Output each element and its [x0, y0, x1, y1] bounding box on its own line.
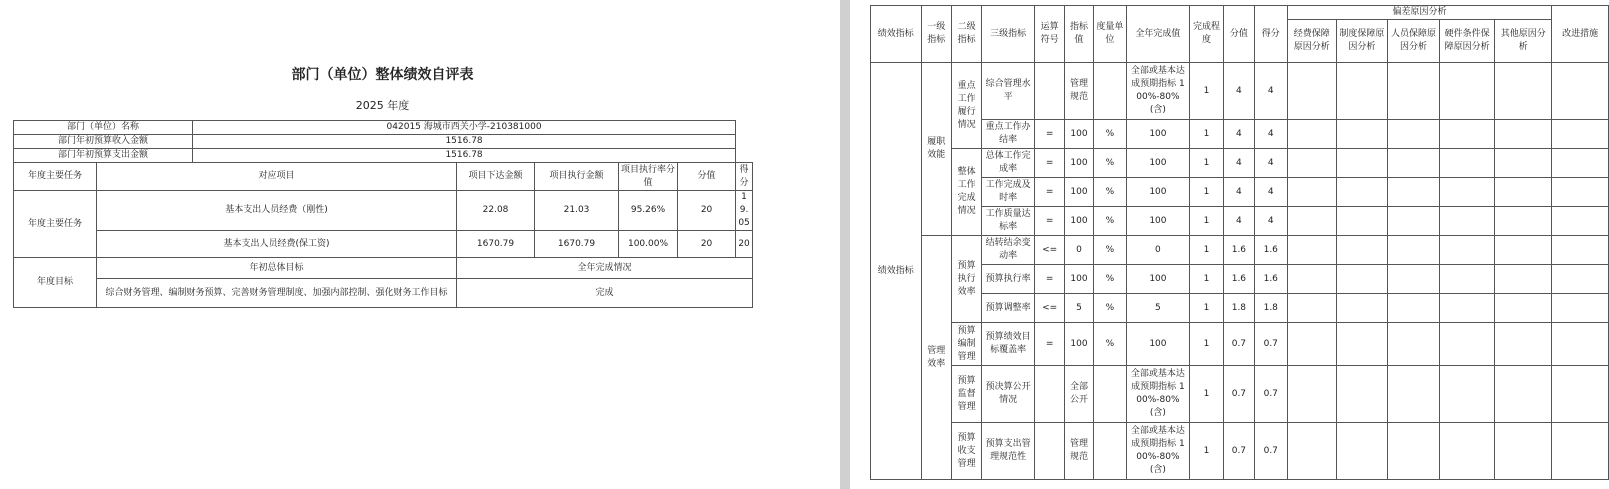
fix-cell: [1552, 149, 1609, 178]
op-cell: =: [1034, 178, 1064, 207]
goal-header-result: 全年完成情况: [457, 258, 753, 279]
score-cell: 1.6: [1224, 265, 1254, 294]
degree-cell: 1: [1189, 323, 1223, 366]
unit-cell: [1093, 366, 1126, 423]
dev-cell: [1495, 178, 1552, 207]
fix-cell: [1552, 366, 1609, 423]
dev-cell: [1495, 63, 1552, 120]
dev-cell: [1287, 178, 1336, 207]
score-cell: 4: [1224, 207, 1254, 236]
page-title: 部门（单位）整体绩效自评表: [291, 67, 474, 83]
dev-cell: [1495, 294, 1552, 323]
dev-cell: [1495, 423, 1552, 480]
op-cell: =: [1034, 265, 1064, 294]
task-issued: 22.08: [457, 191, 535, 231]
unit-cell: %: [1093, 207, 1126, 236]
score-cell: 4: [1224, 149, 1254, 178]
dev-cell: [1287, 366, 1336, 423]
dev-cell: [1388, 265, 1440, 294]
dev-cell: [1439, 207, 1495, 236]
level1-management: 管理效率: [921, 236, 951, 480]
hdr-level1: 一级指标: [921, 6, 951, 63]
value-cell: 100: [1065, 149, 1093, 178]
hdr-deviation: 偏差原因分析: [1287, 6, 1551, 20]
fix-cell: [1552, 294, 1609, 323]
degree-cell: 1: [1189, 120, 1223, 149]
dev-cell: [1439, 178, 1495, 207]
task-item: 基本支出人员经费（刚性): [97, 191, 457, 231]
indicator-group-label: 绩效指标: [871, 63, 922, 480]
got-cell: 0.7: [1254, 323, 1287, 366]
task-header-issued: 项目下达金额: [457, 163, 535, 191]
dev-cell: [1439, 265, 1495, 294]
task-header-score: 分值: [678, 163, 736, 191]
value-cell: 0: [1065, 236, 1093, 265]
score-cell: 4: [1224, 120, 1254, 149]
score-cell: 1.6: [1224, 236, 1254, 265]
hdr-unit: 度量单位: [1093, 6, 1126, 63]
unit-cell: %: [1093, 149, 1126, 178]
page-right: [850, 0, 1609, 489]
task-group-label: 年度主要任务: [14, 191, 97, 258]
dev-cell: [1388, 323, 1440, 366]
hdr-fix: 改进措施: [1552, 6, 1609, 63]
got-cell: 1.8: [1254, 294, 1287, 323]
level3-cell: 预算执行率: [982, 265, 1035, 294]
op-cell: [1034, 366, 1064, 423]
dev-cell: [1287, 149, 1336, 178]
score-cell: 0.7: [1224, 323, 1254, 366]
value-cell: 全部公开: [1065, 366, 1093, 423]
level1-performance: 履职效能: [921, 63, 951, 236]
task-executed: 21.03: [535, 191, 619, 231]
unit-cell: %: [1093, 178, 1126, 207]
hdr-level3: 三级指标: [982, 6, 1035, 63]
task-issued: 1670.79: [457, 231, 535, 258]
got-cell: 1.6: [1254, 236, 1287, 265]
op-cell: <=: [1034, 236, 1064, 265]
got-cell: 0.7: [1254, 423, 1287, 480]
dev-cell: [1495, 149, 1552, 178]
level3-cell: 预算绩效目标覆盖率: [982, 323, 1035, 366]
degree-cell: 1: [1189, 149, 1223, 178]
unit-cell: [1093, 63, 1126, 120]
task-header-executed: 项目执行金额: [535, 163, 619, 191]
value-cell: 100: [1065, 120, 1093, 149]
degree-cell: 1: [1189, 366, 1223, 423]
dev-cell: [1336, 63, 1388, 120]
done-cell: 100: [1127, 323, 1190, 366]
got-cell: 0.7: [1254, 366, 1287, 423]
task-header-rate: 项目执行率分值: [619, 163, 678, 191]
level3-cell: 结转结余变动率: [982, 236, 1035, 265]
hdr-score: 分值: [1224, 6, 1254, 63]
dev-cell: [1495, 366, 1552, 423]
hdr-dev-system: 制度保障原因分析: [1336, 20, 1388, 63]
done-cell: 0: [1127, 236, 1190, 265]
op-cell: =: [1034, 207, 1064, 236]
done-cell: 5: [1127, 294, 1190, 323]
dev-cell: [1287, 63, 1336, 120]
page-gap: [840, 0, 850, 489]
task-item: 基本支出人员经费(保工资): [97, 231, 457, 258]
dev-cell: [1336, 236, 1388, 265]
level2-budget-exec: 预算执行效率: [951, 236, 981, 323]
dev-cell: [1495, 120, 1552, 149]
value-cell: 100: [1065, 323, 1093, 366]
degree-cell: 1: [1189, 236, 1223, 265]
got-cell: 4: [1254, 120, 1287, 149]
dev-cell: [1287, 207, 1336, 236]
value-cell: 管理规范: [1065, 423, 1093, 480]
unit-cell: %: [1093, 120, 1126, 149]
goal-target: 综合财务管理、编制财务预算、完善财务管理制度、加强内部控制、强化财务工作目标: [97, 279, 457, 308]
score-cell: 0.7: [1224, 366, 1254, 423]
task-executed: 1670.79: [535, 231, 619, 258]
level2-key-work: 重点工作履行情况: [951, 63, 981, 149]
task-header-item: 对应项目: [97, 163, 457, 191]
level2-overall-work: 整体工作完成情况: [951, 149, 981, 236]
fix-cell: [1552, 265, 1609, 294]
hdr-dev-staff: 人员保障原因分析: [1388, 20, 1440, 63]
done-cell: 全部或基本达成预期指标 100%-80%(含): [1127, 366, 1190, 423]
dev-cell: [1388, 294, 1440, 323]
dev-cell: [1388, 366, 1440, 423]
dev-cell: [1287, 323, 1336, 366]
unit-cell: %: [1093, 323, 1126, 366]
dev-cell: [1287, 236, 1336, 265]
expense-label: 部门年初预算支出金额: [14, 149, 193, 163]
level2-budget-supervision: 预算监督管理: [951, 366, 981, 423]
dev-cell: [1439, 423, 1495, 480]
unit-cell: %: [1093, 265, 1126, 294]
unit-cell: [1093, 423, 1126, 480]
dev-cell: [1336, 323, 1388, 366]
hdr-operator: 运算符号: [1034, 6, 1064, 63]
done-cell: 100: [1127, 265, 1190, 294]
goal-header-target: 年初总体目标: [97, 258, 457, 279]
dev-cell: [1336, 120, 1388, 149]
hdr-dev-funding: 经费保障原因分析: [1287, 20, 1336, 63]
done-cell: 全部或基本达成预期指标 100%-80%(含): [1127, 423, 1190, 480]
goal-result: 完成: [457, 279, 753, 308]
hdr-indicator: 绩效指标: [871, 6, 922, 63]
unit-cell: %: [1093, 294, 1126, 323]
fix-cell: [1552, 120, 1609, 149]
degree-cell: 1: [1189, 265, 1223, 294]
degree-cell: 1: [1189, 63, 1223, 120]
task-header-got: 得分: [736, 163, 753, 191]
dev-cell: [1388, 236, 1440, 265]
task-header-task: 年度主要任务: [14, 163, 97, 191]
value-cell: 管理规范: [1065, 63, 1093, 120]
hdr-degree: 完成程度: [1189, 6, 1223, 63]
degree-cell: 1: [1189, 294, 1223, 323]
score-cell: 4: [1224, 178, 1254, 207]
dev-cell: [1439, 63, 1495, 120]
done-cell: 100: [1127, 120, 1190, 149]
got-cell: 4: [1254, 63, 1287, 120]
degree-cell: 1: [1189, 423, 1223, 480]
dev-cell: [1388, 149, 1440, 178]
dev-cell: [1439, 294, 1495, 323]
dev-cell: [1336, 207, 1388, 236]
level3-cell: 工作完成及时率: [982, 178, 1035, 207]
level2-budget-revenue-expense: 预算收支管理: [951, 423, 981, 480]
task-score: 20: [678, 231, 736, 258]
op-cell: [1034, 423, 1064, 480]
value-cell: 100: [1065, 265, 1093, 294]
dept-name-value: 042015 海城市西关小学-210381000: [193, 121, 736, 135]
expense-value: 1516.78: [193, 149, 736, 163]
dev-cell: [1495, 207, 1552, 236]
done-cell: 全部或基本达成预期指标 100%-80%(含): [1127, 63, 1190, 120]
level3-cell: 重点工作办结率: [982, 120, 1035, 149]
op-cell: [1034, 63, 1064, 120]
level3-cell: 总体工作完成率: [982, 149, 1035, 178]
dev-cell: [1287, 294, 1336, 323]
hdr-got: 得分: [1254, 6, 1287, 63]
dept-name-label: 部门（单位）名称: [14, 121, 193, 135]
dev-cell: [1336, 265, 1388, 294]
dev-cell: [1495, 265, 1552, 294]
done-cell: 100: [1127, 149, 1190, 178]
dev-cell: [1336, 294, 1388, 323]
level3-cell: 综合管理水平: [982, 63, 1035, 120]
hdr-dev-other: 其他原因分析: [1495, 20, 1552, 63]
got-cell: 4: [1254, 149, 1287, 178]
dev-cell: [1388, 178, 1440, 207]
task-got: 20: [736, 231, 753, 258]
dev-cell: [1287, 423, 1336, 480]
level3-cell: 预算调整率: [982, 294, 1035, 323]
level2-budget-prep: 预算编制管理: [951, 323, 981, 366]
fix-cell: [1552, 236, 1609, 265]
got-cell: 4: [1254, 207, 1287, 236]
self-eval-table: [13, 120, 753, 308]
unit-cell: %: [1093, 236, 1126, 265]
task-score: 20: [678, 191, 736, 231]
dev-cell: [1388, 423, 1440, 480]
dev-cell: [1336, 423, 1388, 480]
dev-cell: [1388, 207, 1440, 236]
dev-cell: [1495, 323, 1552, 366]
hdr-value: 指标值: [1065, 6, 1093, 63]
hdr-level2: 二级指标: [951, 6, 981, 63]
dev-cell: [1439, 149, 1495, 178]
task-rate: 100.00%: [619, 231, 678, 258]
fix-cell: [1552, 323, 1609, 366]
fix-cell: [1552, 63, 1609, 120]
indicator-table: [870, 5, 1609, 480]
op-cell: =: [1034, 323, 1064, 366]
fix-cell: [1552, 178, 1609, 207]
op-cell: =: [1034, 120, 1064, 149]
op-cell: <=: [1034, 294, 1064, 323]
level3-cell: 工作质量达标率: [982, 207, 1035, 236]
income-value: 1516.78: [193, 135, 736, 149]
fix-cell: [1552, 207, 1609, 236]
dev-cell: [1439, 120, 1495, 149]
got-cell: 1.6: [1254, 265, 1287, 294]
page-year: 2025 年度: [355, 99, 410, 112]
score-cell: 4: [1224, 63, 1254, 120]
goal-label: 年度目标: [14, 258, 97, 308]
dev-cell: [1439, 323, 1495, 366]
fix-cell: [1552, 423, 1609, 480]
dev-cell: [1495, 236, 1552, 265]
dev-cell: [1336, 178, 1388, 207]
score-cell: 1.8: [1224, 294, 1254, 323]
hdr-done: 全年完成值: [1127, 6, 1190, 63]
degree-cell: 1: [1189, 178, 1223, 207]
hdr-dev-hardware: 硬件条件保障原因分析: [1439, 20, 1495, 63]
dev-cell: [1439, 236, 1495, 265]
dev-cell: [1336, 366, 1388, 423]
value-cell: 5: [1065, 294, 1093, 323]
op-cell: =: [1034, 149, 1064, 178]
dev-cell: [1439, 366, 1495, 423]
dev-cell: [1336, 149, 1388, 178]
dev-cell: [1287, 265, 1336, 294]
done-cell: 100: [1127, 207, 1190, 236]
level3-cell: 预算支出管理规范性: [982, 423, 1035, 480]
score-cell: 0.7: [1224, 423, 1254, 480]
dev-cell: [1388, 63, 1440, 120]
task-rate: 95.26%: [619, 191, 678, 231]
dev-cell: [1287, 120, 1336, 149]
degree-cell: 1: [1189, 207, 1223, 236]
dev-cell: [1388, 120, 1440, 149]
level3-cell: 预决算公开情况: [982, 366, 1035, 423]
value-cell: 100: [1065, 178, 1093, 207]
got-cell: 4: [1254, 178, 1287, 207]
income-label: 部门年初预算收入金额: [14, 135, 193, 149]
done-cell: 100: [1127, 178, 1190, 207]
value-cell: 100: [1065, 207, 1093, 236]
task-got: 19.05: [736, 191, 753, 231]
